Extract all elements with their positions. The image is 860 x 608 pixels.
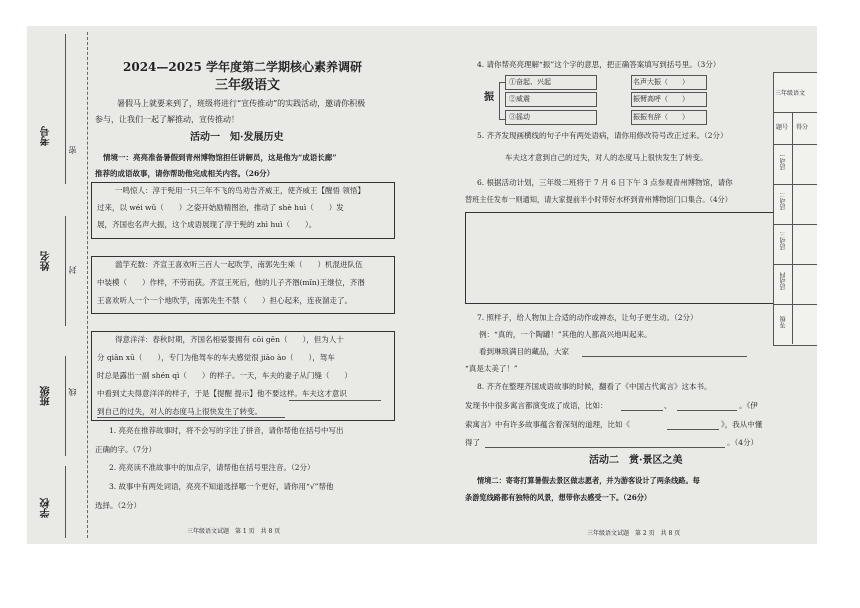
question-7-answer-line[interactable]	[582, 356, 747, 357]
exam-subtitle: 三年级语文	[215, 78, 281, 93]
story2-line-3: 王喜欢听人一个一个地吹竽，南郭先生不禁（ ）担心起来，连夜溜走了。	[97, 296, 352, 305]
question-1-b: 正确的字。（7分）	[95, 445, 157, 454]
story3-line-1: 得意洋洋：春秋时期，齐国名相晏婴拥有 cōi gēn（ ），但为人十	[115, 335, 344, 344]
score-table-rule-3	[773, 224, 817, 225]
story3-underline-1	[289, 400, 381, 401]
question-4: 4. 请你帮亮亮理解“振”这个字的意思，把正确答案填写到括号里。（3分）	[477, 60, 721, 69]
question-7-line-4: “真是太美了！”	[465, 364, 518, 373]
question-3: 3. 故事中有两处词语，亮亮不知道选择哪一个更好，请你用“√”帮他	[109, 482, 334, 491]
meaning-3: ③摇动	[509, 113, 530, 121]
q8-blank-3[interactable]	[667, 429, 719, 430]
score-row-3: 活动三	[780, 232, 787, 250]
score-table-rule-0	[773, 112, 817, 113]
class-underline	[65, 356, 66, 456]
scenario1-line-1: 情境一：亮亮准备暑假到青州博物馆担任讲解员，这是他为“成语长廊”	[103, 153, 337, 162]
question-8-line-1: 8. 齐齐在整理齐国成语故事的时候，翻看了《中国古代寓言》这本书。	[477, 382, 712, 391]
page1-footer: 三年级语文试题 第 1 页 共 8 页	[187, 528, 281, 535]
class-label: 班级	[41, 386, 52, 406]
scenario1-line-2: 推荐的成语故事，请你帮助他完成相关内容。（26分）	[95, 169, 275, 178]
question-8-sep: 、	[664, 401, 672, 410]
question-8-line-2: 发现书中很多寓言都演变成了成语，比如：	[465, 401, 608, 410]
question-1: 1. 亮亮在推荐故事时，将不会写的字注了拼音，请你帮他在括号中写出	[109, 426, 344, 435]
question-8-line-3: 索寓言》中有许多故事蕴含着深刻的道理，比如《	[465, 420, 630, 429]
question-3-b: 选择。（2分）	[95, 501, 142, 510]
meaning-1: ①奋起、兴起	[509, 78, 551, 86]
question-8-line-4-end: 。（4分）	[727, 438, 759, 447]
exam-no-underline	[65, 34, 66, 184]
zhen-char: 振	[484, 92, 494, 103]
story3-line-5: 到自己的过失，对人的态度马上很快发生了转变。	[97, 407, 262, 416]
score-table-rule-1	[773, 144, 817, 145]
story1-line-3: 展，齐国也名声大振，这个成语展现了淳于髡的 zhì huì（ ）。	[97, 220, 317, 229]
question-8-line-2-end: 。《伊	[739, 401, 758, 410]
question-2: 2. 亮亮读不准故事中的加点字，请帮他在括号里注音。（2分）	[109, 463, 315, 472]
score-col-title-1: 题号	[776, 124, 789, 131]
story3-underline-2	[97, 417, 285, 418]
question-8-line-3-end: 》，我从中懂	[721, 420, 763, 429]
meaning-2: ②威震	[509, 95, 530, 103]
seal-char-2: 封	[68, 266, 77, 274]
question-5-sentence: 车夫这才意到自己的过失，对人的态度马上很快发生了转变。	[505, 153, 708, 162]
seal-char-3: 线	[68, 388, 77, 396]
score-col-title-2: 得分	[796, 124, 809, 131]
story1-line-1: 一鸣惊人：淳于髡用一只三年不飞的鸟劝告齐威王，使齐威王【醒悟 领悟】	[115, 186, 365, 195]
activity2-title: 活动二 赏·景区之美	[589, 455, 683, 466]
exam-paper	[27, 26, 817, 544]
school-underline	[65, 466, 66, 538]
score-row-5: 等级	[780, 316, 787, 328]
score-table-header: 三年级语文	[775, 90, 806, 97]
exam-no-label: 考号	[41, 126, 52, 146]
phrase-2: 振臂高呼（ ）	[633, 95, 689, 103]
story3-line-2: 分 qiān xū（ ），专门为他驾车的车夫感觉很 jiāo ào（ ），驾车	[97, 353, 335, 362]
q8-blank-4[interactable]	[485, 447, 725, 448]
binding-dashed-line	[87, 32, 88, 538]
scenario2-line-2: 条游览线路都有独特的风景，想带你去感受一下。（26分）	[465, 493, 652, 502]
question-5: 5. 齐齐发现画横线的句子中有两处语病，请你用修改符号改正过来。（2分）	[477, 131, 728, 140]
score-table-rule-4	[773, 264, 817, 265]
score-row-1: 活动一	[780, 152, 787, 170]
question-7-line-3: 看到琳琅满目的藏品，大家	[479, 347, 569, 356]
question-7-line-2: 例：“真的，一个陶罐！”其他的人都高兴地叫起来。	[479, 330, 652, 339]
page2-footer: 三年级语文试题 第 2 页 共 8 页	[587, 530, 681, 537]
name-underline	[65, 216, 66, 326]
phrase-3: 振振有辞（ ）	[633, 113, 689, 121]
intro-line-2: 参与，让我们一起了解推动，宣传推动！	[95, 115, 239, 124]
scenario2-line-1: 情境二：寄寄打算暑假去景区做志愿者，并为游客设计了两条线路。每	[477, 476, 700, 485]
story2-line-1: 滥竽充数：齐宣王喜欢听三百人一起吹竽，南郭先生乘（ ）机混进队伍	[115, 260, 363, 269]
question-7-line-1: 7. 照样子，给人物加上合适的动作或神态，让句子更生动。（2分）	[477, 313, 698, 322]
intro-line-1: 暑假马上就要来到了，班级将进行“宣传推动”的实践活动，邀请你积极	[117, 99, 366, 108]
question-8-line-4: 得了	[465, 438, 480, 447]
question-6-line-1: 6. 根据活动计划，三年级二班将于 7 月 6 日下午 3 点参观青州博物馆，请你	[477, 178, 733, 187]
score-row-2: 活动二	[780, 192, 787, 210]
story3-line-4: 中看到丈夫得意洋洋的样子，于是【提醒 提示】他不要这样。车夫这才意识	[97, 389, 347, 398]
question-6-line-2: 替班主任发布一则通知，请大家提前半小时带好水杯到青州博物馆门口集合。（4分）	[465, 195, 732, 204]
story3-line-3: 时总是露出一副 shén qì（ ）的样子。一天，车夫的妻子从门缝（ ）	[97, 371, 352, 380]
score-table-rule-2	[773, 184, 817, 185]
story1-line-2: 过来，以 wéi wǔ（ ）之姿开始励精图治，推动了 shè huì（ ）发	[97, 203, 344, 212]
notice-answer-box[interactable]	[465, 212, 779, 304]
exam-title: 2024—2025 学年度第二学期核心素养调研	[123, 60, 362, 74]
phrase-1: 名声大振（ ）	[633, 78, 689, 86]
school-label: 学校	[41, 498, 52, 518]
q8-blank-1[interactable]	[621, 410, 663, 411]
story2-line-2: 中装模（ ）作样，不劳而获。齐宣王死后，他的儿子齐湣(mǐn)王继位，齐湣	[97, 278, 365, 287]
score-table-col-divider	[792, 112, 793, 344]
activity1-title: 活动一 知·发展历史	[190, 132, 284, 143]
score-table-rule-5	[773, 304, 817, 305]
q8-blank-2[interactable]	[677, 410, 737, 411]
name-label: 姓名	[41, 251, 52, 271]
seal-char-1: 密	[68, 146, 77, 154]
score-row-4: 活动四	[780, 272, 787, 290]
